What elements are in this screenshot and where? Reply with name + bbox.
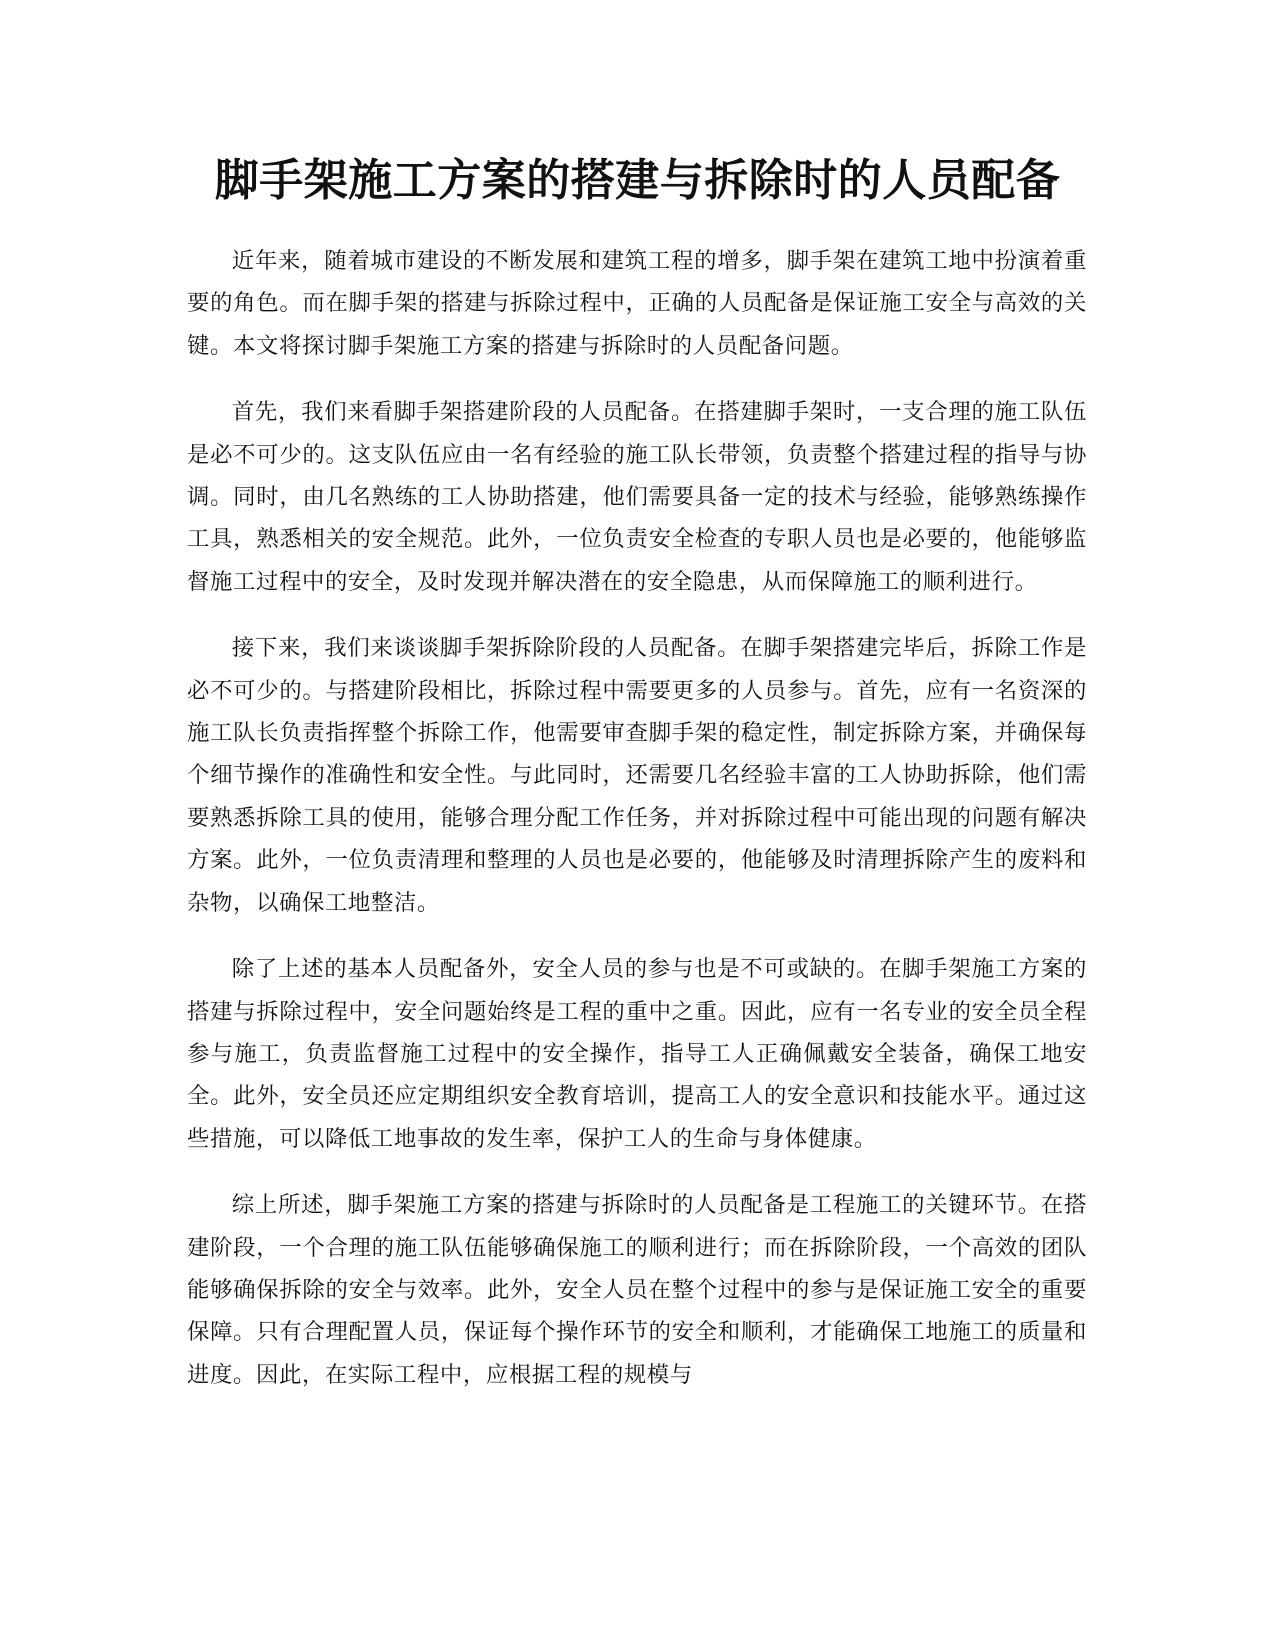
paragraph-conclusion: 综上所述，脚手架施工方案的搭建与拆除时的人员配备是工程施工的关键环节。在搭建阶段，一个合理的施工队伍能够确保施工的顺利进行；而在拆除阶段，一个高效的团队能够确保拆除的安全与效率。此外，安全人员在整个过程中的参与是保证施工安全的重要保障。只有合理配置人员，保证每个操作环节的安全和顺利，才能确保工地施工的质量和进度。因此，在实际工程中，应根据工程的规模与: [187, 1192, 1087, 1388]
document-title: 脚手架施工方案的搭建与拆除时的人员配备: [214, 155, 1061, 206]
paragraph-safety-personnel: 除了上述的基本人员配备外，安全人员的参与也是不可或缺的。在脚手架施工方案的搭建与拆除过程中，安全问题始终是工程的重中之重。因此，应有一名专业的安全员全程参与施工，负责监督施工过程中的安全操作，指导工人正确佩戴安全装备，确保工地安全。此外，安全员还应定期组织安全教育培训，提高工人的安全意识和技能水平。通过这些措施，可以降低工地事故的发生率，保护工人的生命与身体健康。: [187, 956, 1087, 1152]
paragraph-intro: 近年来，随着城市建设的不断发展和建筑工程的增多，脚手架在建筑工地中扮演着重要的角色。而在脚手架的搭建与拆除过程中，正确的人员配备是保证施工安全与高效的关键。本文将探讨脚手架施工方案的搭建与拆除时的人员配备问题。: [187, 248, 1087, 359]
paragraph-erection-staffing: 首先，我们来看脚手架搭建阶段的人员配备。在搭建脚手架时，一支合理的施工队伍是必不可少的。这支队伍应由一名有经验的施工队长带领，负责整个搭建过程的指导与协调。同时，由几名熟练的工人协助搭建，他们需要具备一定的技术与经验，能够熟练操作工具，熟悉相关的安全规范。此外，一位负责安全检查的专职人员也是必要的，他能够监督施工过程中的安全，及时发现并解决潜在的安全隐患，从而保障施工的顺利进行。: [187, 399, 1087, 595]
document-body: [187, 240, 1087, 1420]
paragraph-dismantling-staffing: 接下来，我们来谈谈脚手架拆除阶段的人员配备。在脚手架搭建完毕后，拆除工作是必不可少的。与搭建阶段相比，拆除过程中需要更多的人员参与。首先，应有一名资深的施工队长负责指挥整个拆除工作，他需要审查脚手架的稳定性，制定拆除方案，并确保每个细节操作的准确性和安全性。与此同时，还需要几名经验丰富的工人协助拆除，他们需要熟悉拆除工具的使用，能够合理分配工作任务，并对拆除过程中可能出现的问题有解决方案。此外，一位负责清理和整理的人员也是必要的，他能够及时清理拆除产生的废料和杂物，以确保工地整洁。: [187, 635, 1087, 916]
